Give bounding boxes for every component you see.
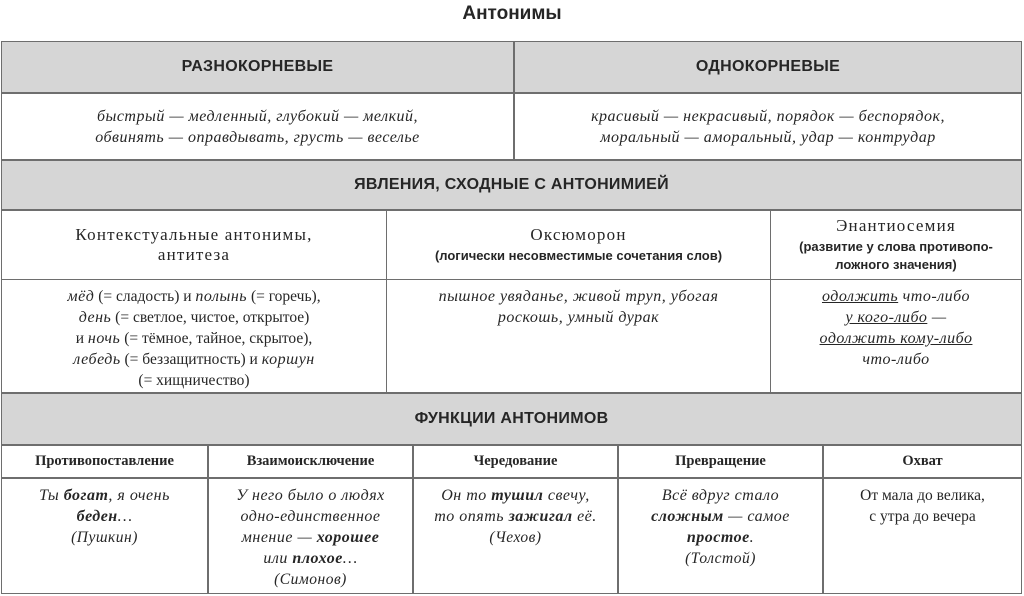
example-line: то опять зажигал её. xyxy=(434,508,597,525)
example-author: (Чехов) xyxy=(489,529,542,546)
title-line: Контекстуальные антонимы, xyxy=(75,225,313,244)
odnokornevye-examples xyxy=(513,92,1021,159)
oxymoron-examples xyxy=(386,279,770,392)
enantiosemy-title: Энантиосемия xyxy=(836,216,956,235)
function-example-alternation xyxy=(412,477,617,593)
similar-phenomena-header: ЯВЛЕНИЯ, СХОДНЫЕ С АНТОНИМИЕЙ xyxy=(2,159,1021,209)
example-author: (Симонов) xyxy=(274,571,347,588)
example-line: моральный — аморальный, удар — контрудар xyxy=(600,128,936,146)
example-line: у кого-либо — xyxy=(845,309,947,326)
example-line: лебедь (= беззащитность) и коршун xyxy=(73,351,315,368)
functions-header: ФУНКЦИИ АНТОНИМОВ xyxy=(2,392,1021,444)
title-line: антитеза xyxy=(157,245,231,264)
raznokornevye-examples xyxy=(2,92,513,159)
example-line: одолжить что-либо xyxy=(821,288,970,305)
example-line: роскошь, умный дурак xyxy=(497,309,660,326)
example-line: беден… xyxy=(76,508,133,525)
contextual-antonyms-examples xyxy=(2,279,386,392)
example-line: простое. xyxy=(686,529,755,546)
example-line: У него было о людях xyxy=(236,487,385,504)
contextual-antonyms-title xyxy=(2,209,386,279)
oxymoron-subtitle: (логически несовместимые сочетания слов) xyxy=(434,248,723,263)
example-line: с утра до вечера xyxy=(869,508,976,525)
odnokornevye-header: ОДНОКОРНЕВЫЕ xyxy=(513,42,1021,92)
page-title: Антонимы xyxy=(462,3,562,24)
function-name-coverage: Охват xyxy=(822,444,1021,477)
function-example-transformation xyxy=(617,477,822,593)
example-author: (Толстой) xyxy=(685,550,756,567)
function-name-opposition: Противопоставление xyxy=(2,444,207,477)
example-line: пышное увяданье, живой труп, убогая xyxy=(438,288,719,305)
antonyms-table xyxy=(1,41,1022,594)
example-line: и ночь (= тёмное, тайное, скрытое), xyxy=(75,330,313,347)
function-name-exclusion: Взаимоисключение xyxy=(207,444,412,477)
example-line: сложным — самое xyxy=(651,508,790,525)
example-line: От мала до велика, xyxy=(860,487,985,504)
function-example-coverage xyxy=(822,477,1021,593)
example-line: Он то тушил свечу, xyxy=(441,487,590,504)
function-example-exclusion xyxy=(207,477,412,593)
example-line: красивый — некрасивый, порядок — беспорядок, xyxy=(591,107,945,125)
example-line: (= хищничество) xyxy=(138,372,250,389)
example-line: мнение — хорошее xyxy=(241,529,380,546)
example-line: быстрый — медленный, глубокий — мелкий, xyxy=(96,107,419,125)
oxymoron-title: Оксюморон xyxy=(530,225,627,244)
example-line: одно-единственное xyxy=(240,508,381,525)
function-example-opposition xyxy=(2,477,207,593)
example-line: одолжить кому-либо xyxy=(819,330,973,347)
example-line: или плохое… xyxy=(263,550,358,567)
enantiosemy-title-cell xyxy=(770,209,1021,279)
raznokornevye-header: РАЗНОКОРНЕВЫЕ xyxy=(2,42,513,92)
example-line: что-либо xyxy=(862,351,930,368)
enantiosemy-subtitle-line: ложного значения) xyxy=(835,257,957,272)
example-line: день (= светлое, чистое, открытое) xyxy=(78,309,310,326)
example-line: мёд (= сладость) и полынь (= горечь), xyxy=(67,288,321,305)
function-name-transformation: Превращение xyxy=(617,444,822,477)
enantiosemy-examples xyxy=(770,279,1021,392)
example-author: (Пушкин) xyxy=(71,529,138,546)
example-line: обвинять — оправдывать, грусть — веселье xyxy=(95,128,420,146)
function-name-alternation: Чередование xyxy=(412,444,617,477)
oxymoron-title-cell xyxy=(386,209,770,279)
enantiosemy-subtitle-line: (развитие у слова противопо- xyxy=(799,239,993,254)
example-line: Всё вдруг стало xyxy=(661,487,780,504)
example-line: Ты богат, я очень xyxy=(39,487,170,504)
